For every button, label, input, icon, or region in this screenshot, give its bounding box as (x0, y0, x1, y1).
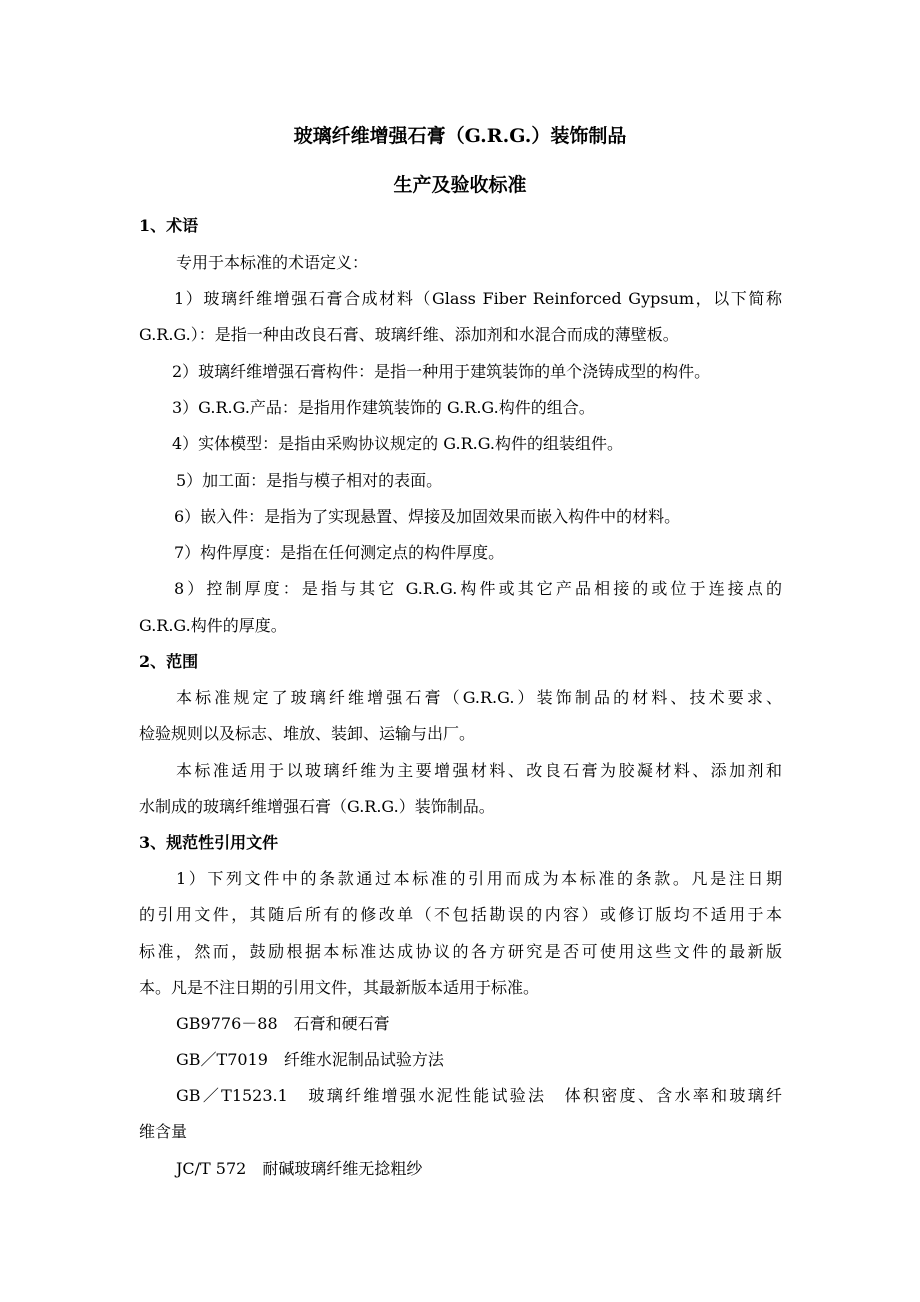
section-1-line-8: 6）嵌入件：是指为了实现悬置、焊接及加固效果而嵌入构件中的材料。 (174, 507, 681, 526)
section-2-line-1: 本标准规定了玻璃纤维增强石膏（G.R.G.）装饰制品的材料、技术要求、 (176, 688, 782, 707)
reference-gb9776: GB9776－88 石膏和硬石膏 (176, 1014, 390, 1033)
section-1-line-5: 3）G.R.G.产品：是指用作建筑装饰的 G.R.G.构件的组合。 (172, 398, 595, 417)
section-3-heading: 3、规范性引用文件 (139, 833, 279, 852)
section-1-line-3: G.R.G.）：是指一种由改良石膏、玻璃纤维、添加剂和水混合而成的薄壁板。 (139, 325, 679, 344)
section-2-line-3: 本标准适用于以玻璃纤维为主要增强材料、改良石膏为胶凝材料、添加剂和 (176, 761, 782, 780)
section-3-line-2: 的引用文件，其随后所有的修改单（不包括勘误的内容）或修订版均不适用于本 (139, 905, 782, 924)
section-1-line-10: 8）控制厚度：是指与其它 G.R.G.构件或其它产品相接的或位于连接点的 (174, 579, 782, 598)
section-3-line-4: 本。凡是不注日期的引用文件，其最新版本适用于标准。 (139, 978, 540, 997)
section-1-line-11: G.R.G.构件的厚度。 (139, 616, 287, 635)
section-1-line-2: 1）玻璃纤维增强石膏合成材料（Glass Fiber Reinforced Gypsum，以下简称 (174, 289, 782, 308)
reference-jc-t572: JC/T 572 耐碱玻璃纤维无捻粗纱 (176, 1159, 423, 1178)
section-2-line-2: 检验规则以及标志、堆放、装卸、运输与出厂。 (139, 724, 476, 743)
reference-gb-t1523: GB／T1523.1 玻璃纤维增强水泥性能试验法 体积密度、含水率和玻璃纤 (176, 1086, 782, 1105)
section-3-line-3: 标准，然而，鼓励根据本标准达成协议的各方研究是否可使用这些文件的最新版 (139, 942, 782, 961)
section-1-line-6: 4）实体模型：是指由采购协议规定的 G.R.G.构件的组装组件。 (172, 434, 623, 453)
document-title: 玻璃纤维增强石膏（G.R.G.）装饰制品 (293, 125, 627, 147)
section-3-line-1: 1）下列文件中的条款通过本标准的引用而成为本标准的条款。凡是注日期 (176, 869, 782, 888)
reference-gb-t7019: GB／T7019 纤维水泥制品试验方法 (176, 1050, 444, 1069)
section-1-line-1: 专用于本标准的术语定义： (176, 253, 369, 272)
document-subtitle: 生产及验收标准 (393, 174, 527, 196)
section-1-line-7: 5）加工面：是指与模子相对的表面。 (176, 471, 443, 490)
reference-gb-t1523-cont: 维含量 (139, 1122, 188, 1141)
section-1-heading: 1、术语 (139, 216, 199, 235)
section-1-line-4: 2）玻璃纤维增强石膏构件：是指一种用于建筑装饰的单个浇铸成型的构件。 (172, 362, 711, 381)
section-2-line-4: 水制成的玻璃纤维增强石膏（G.R.G.）装饰制品。 (139, 797, 495, 816)
section-1-line-9: 7）构件厚度：是指在任何测定点的构件厚度。 (174, 543, 505, 562)
section-2-heading: 2、范围 (139, 652, 199, 671)
